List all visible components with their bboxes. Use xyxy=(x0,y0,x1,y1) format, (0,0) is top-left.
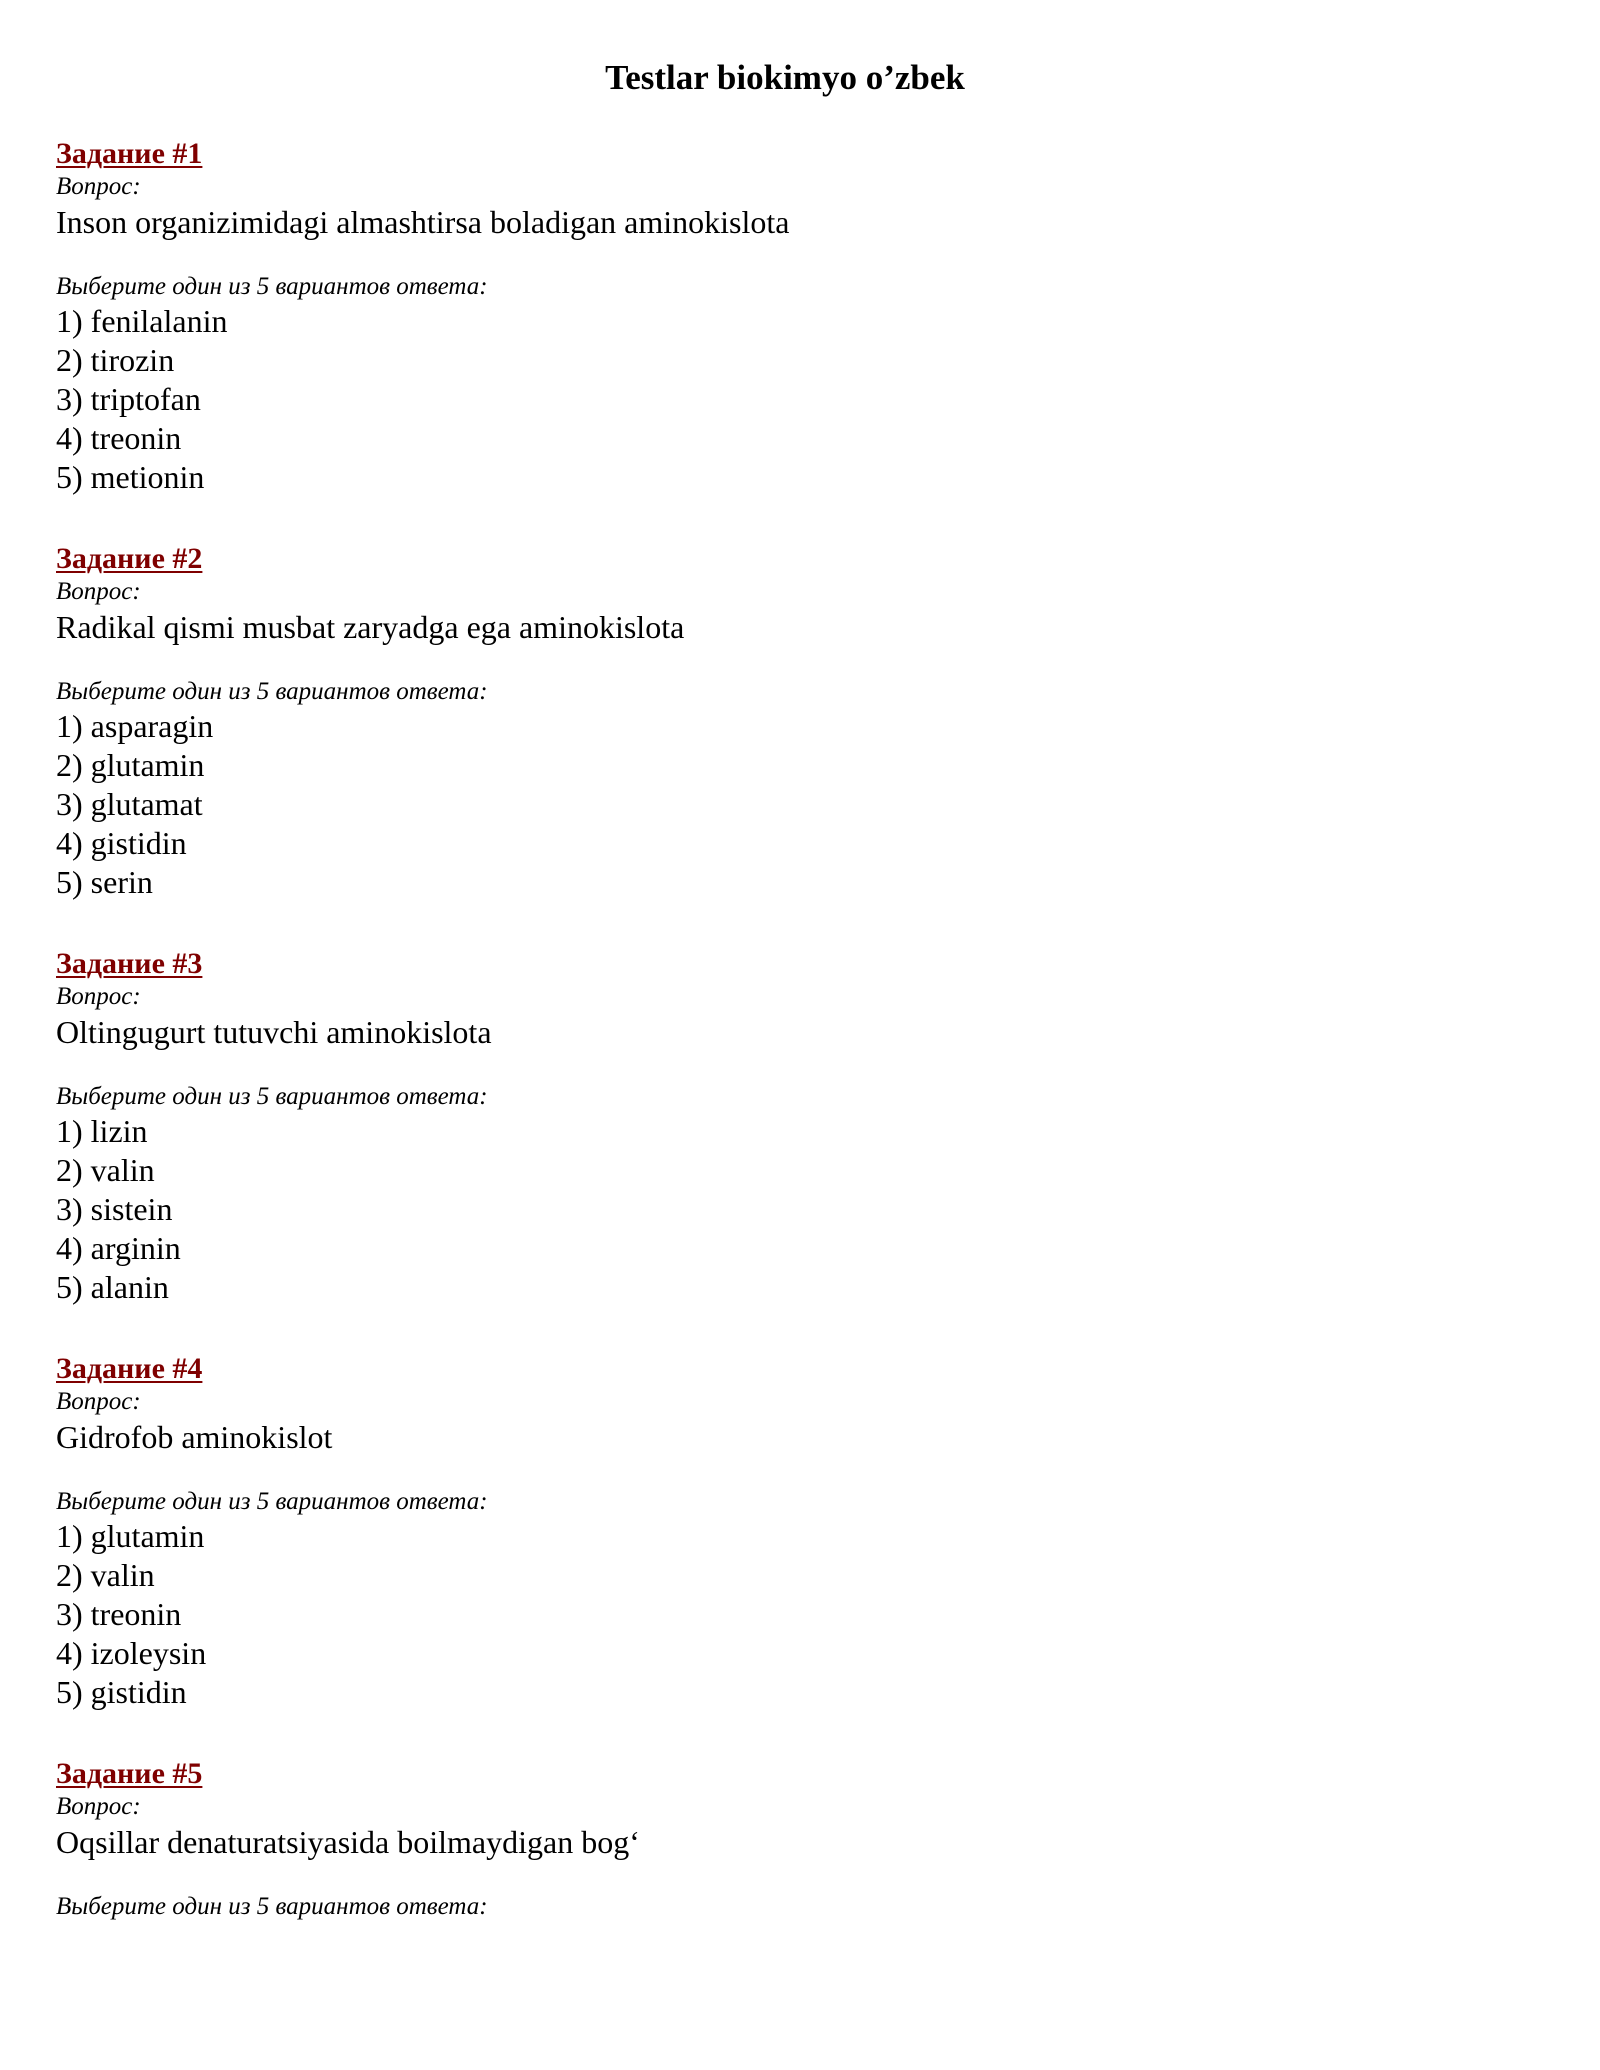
question-text: Radikal qismi musbat zaryadga ega aminokislota xyxy=(56,609,685,645)
question-label: Вопрос: xyxy=(56,983,141,1010)
answer-option: 4) izoleysin xyxy=(56,1635,207,1671)
answer-option: 1) lizin xyxy=(56,1113,148,1149)
task-heading[interactable]: Задание #1 xyxy=(56,137,203,170)
question-label: Вопрос: xyxy=(56,1388,141,1415)
answer-list xyxy=(56,707,1536,902)
answer-option: 4) gistidin xyxy=(56,825,187,861)
task-2 xyxy=(56,541,1536,902)
answers-prompt: Выберите один из 5 вариантов ответа: xyxy=(56,1488,488,1515)
answer-option: 5) metionin xyxy=(56,459,205,495)
answer-option: 2) glutamin xyxy=(56,747,205,783)
question-text: Oltingugurt tutuvchi aminokislota xyxy=(56,1014,492,1050)
answer-option: 5) serin xyxy=(56,864,153,900)
answer-option: 5) alanin xyxy=(56,1269,169,1305)
answer-option: 1) glutamin xyxy=(56,1518,205,1554)
answer-option: 2) tirozin xyxy=(56,342,175,378)
answers-prompt: Выберите один из 5 вариантов ответа: xyxy=(56,678,488,705)
answer-option: 1) asparagin xyxy=(56,708,214,744)
answer-option: 2) valin xyxy=(56,1557,155,1593)
answer-list xyxy=(56,302,1536,497)
question-label: Вопрос: xyxy=(56,1793,141,1820)
answer-option: 3) glutamat xyxy=(56,786,203,822)
task-heading[interactable]: Задание #2 xyxy=(56,542,203,575)
task-5 xyxy=(56,1756,1536,1922)
question-text: Inson organizimidagi almashtirsa boladigan aminokislota xyxy=(56,204,790,240)
answers-prompt: Выберите один из 5 вариантов ответа: xyxy=(56,1893,488,1920)
answers-prompt: Выберите один из 5 вариантов ответа: xyxy=(56,1083,488,1110)
answer-option: 1) fenilalanin xyxy=(56,303,228,339)
answer-option: 3) treonin xyxy=(56,1596,182,1632)
document-title: Testlar biokimyo o’zbek xyxy=(605,58,965,97)
answer-option: 4) treonin xyxy=(56,420,182,456)
task-1 xyxy=(56,136,1536,497)
task-heading[interactable]: Задание #4 xyxy=(56,1352,203,1385)
answer-option: 3) sistein xyxy=(56,1191,173,1227)
answer-option: 4) arginin xyxy=(56,1230,181,1266)
question-text: Oqsillar denaturatsiyasida boilmaydigan bog‘ xyxy=(56,1824,640,1860)
question-label: Вопрос: xyxy=(56,173,141,200)
answer-option: 2) valin xyxy=(56,1152,155,1188)
question-label: Вопрос: xyxy=(56,578,141,605)
answers-prompt: Выберите один из 5 вариантов ответа: xyxy=(56,273,488,300)
task-heading[interactable]: Задание #3 xyxy=(56,947,203,980)
task-4 xyxy=(56,1351,1536,1712)
answer-option: 5) gistidin xyxy=(56,1674,187,1710)
answer-option: 3) triptofan xyxy=(56,381,201,417)
answer-list xyxy=(56,1112,1536,1307)
task-heading[interactable]: Задание #5 xyxy=(56,1757,203,1790)
task-3 xyxy=(56,946,1536,1307)
answer-list xyxy=(56,1517,1536,1712)
question-text: Gidrofob aminokislot xyxy=(56,1419,333,1455)
